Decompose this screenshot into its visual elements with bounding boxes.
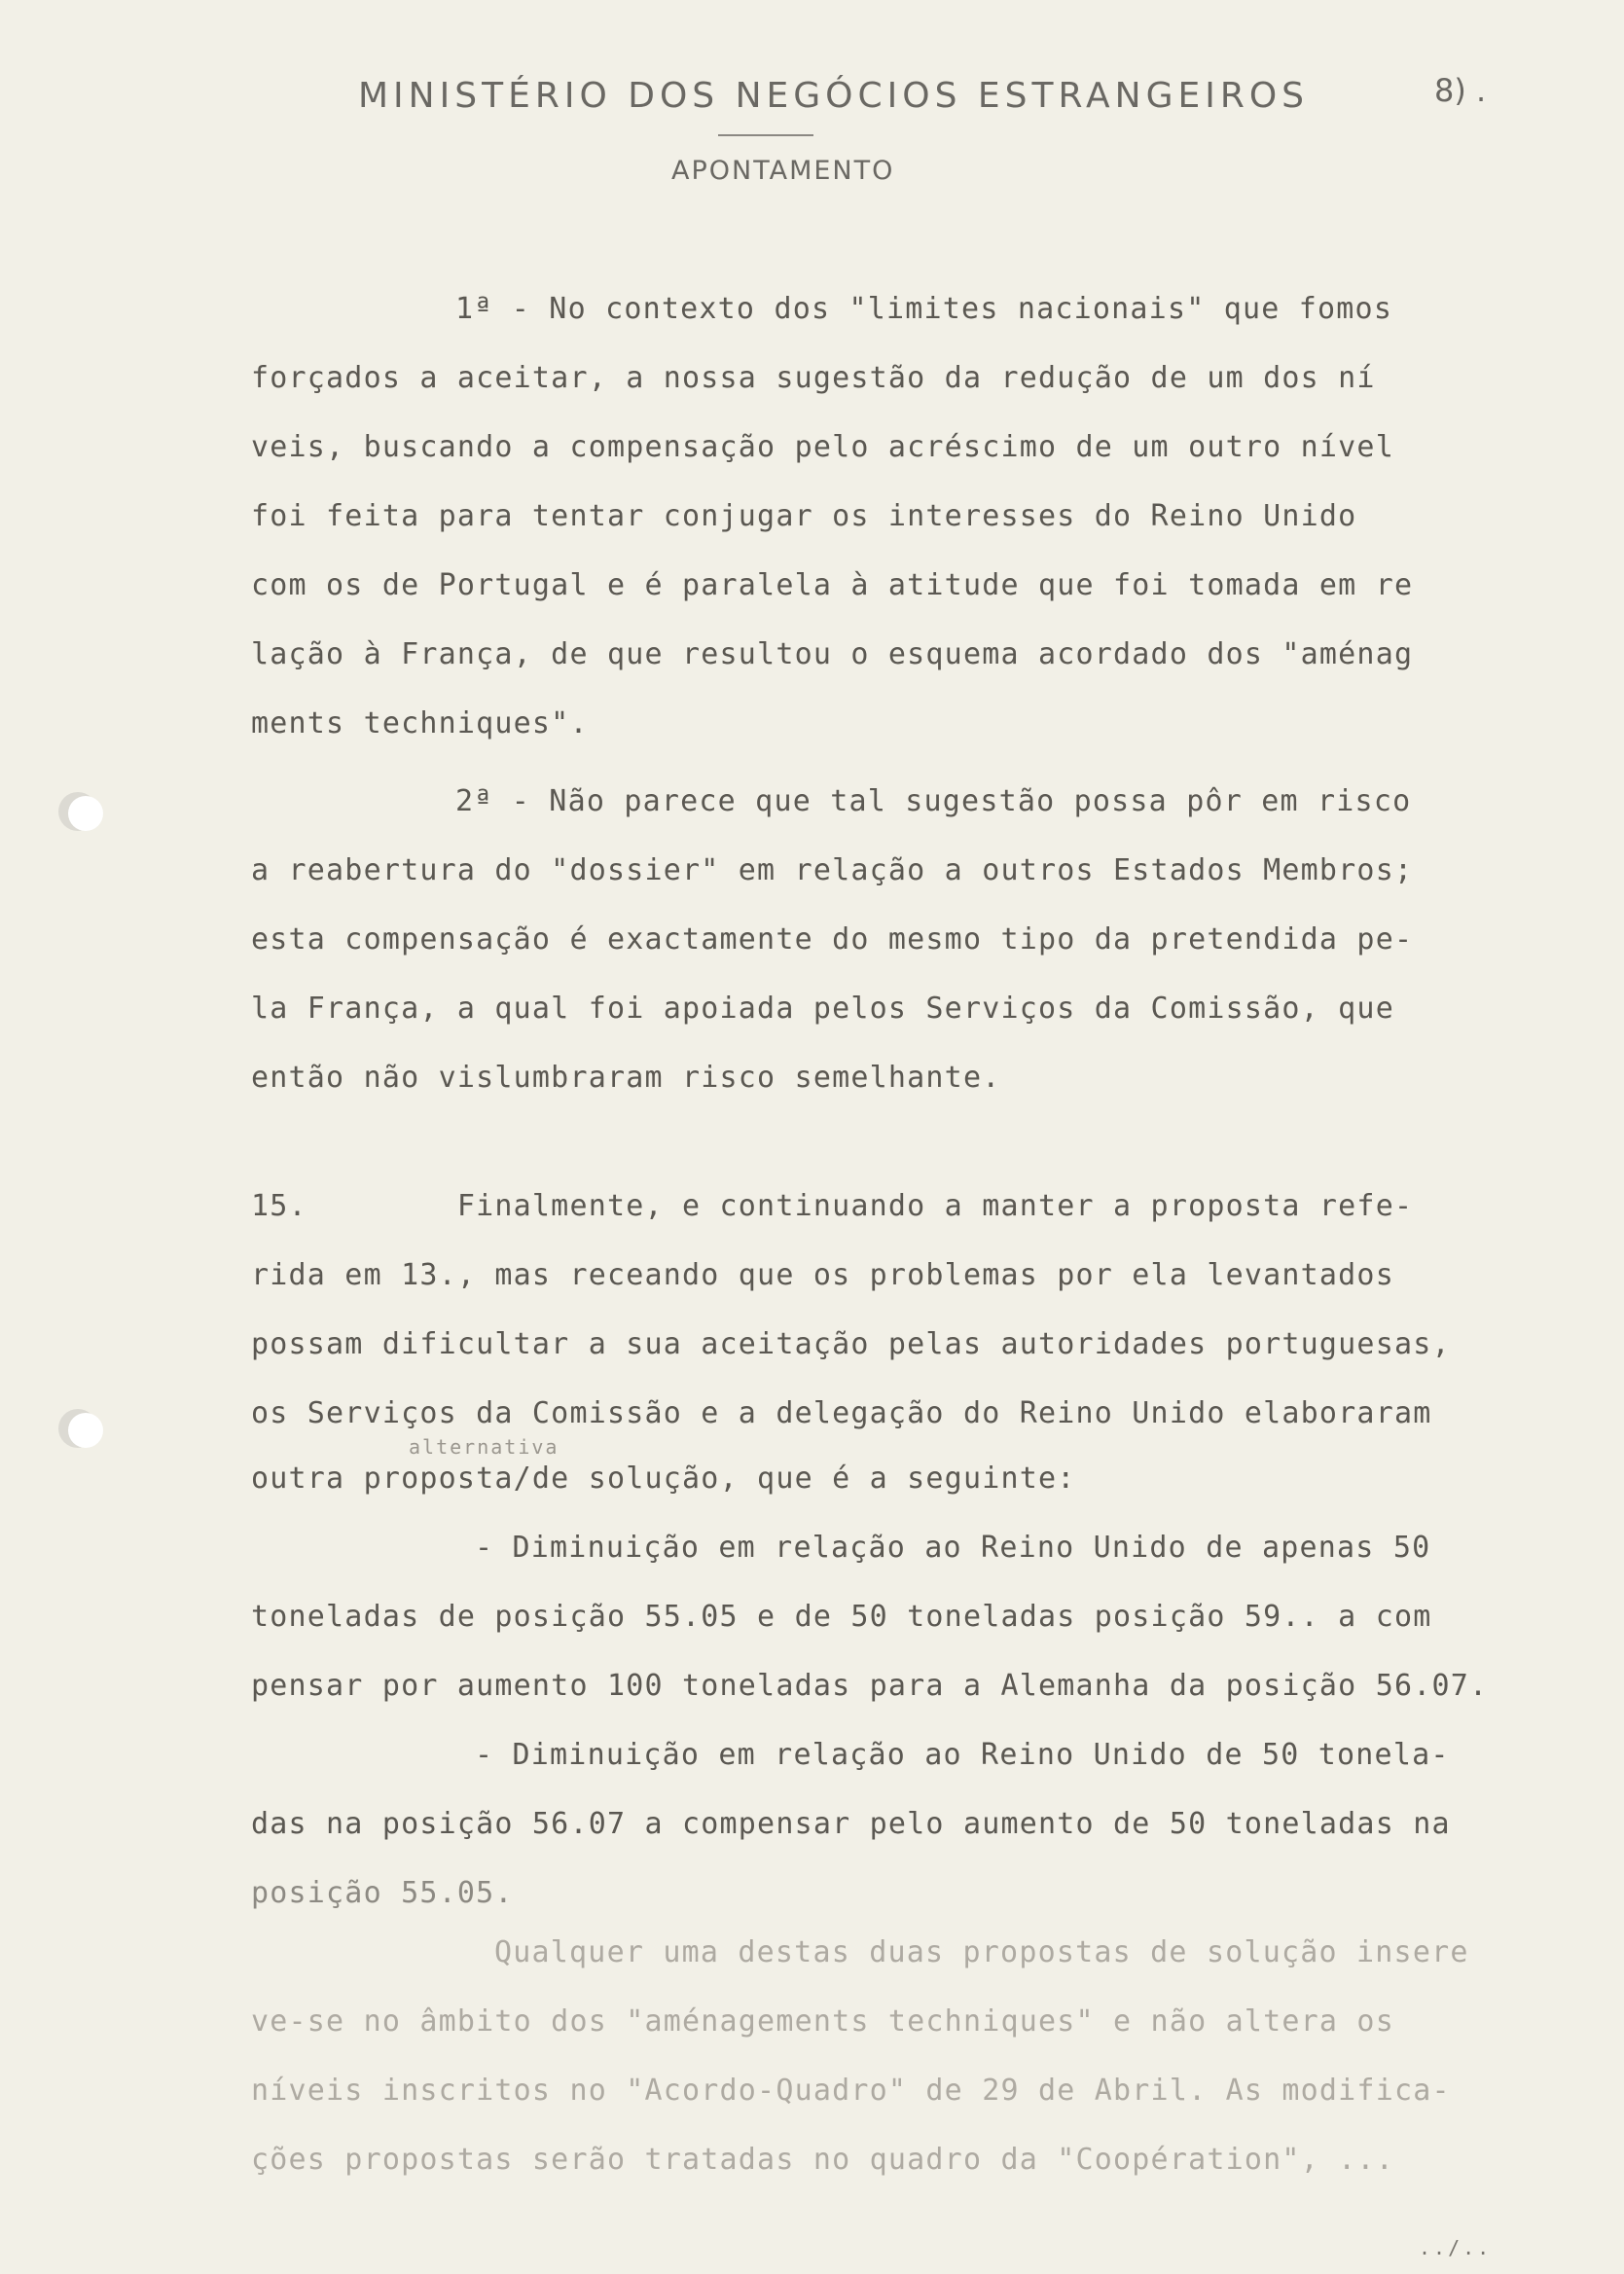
continuation-mark: ../..	[1419, 2236, 1493, 2259]
handwritten-insertion: alternativa	[409, 1435, 559, 1459]
body-line: 2ª - Não parece que tal sugestão possa pôr em risco	[455, 784, 1412, 818]
document-subtitle: APONTAMENTO	[671, 156, 895, 186]
body-line: Qualquer uma destas duas propostas de solução insere	[494, 1935, 1469, 1969]
body-line: pensar por aumento 100 toneladas para a Alemanha da posição 56.07.	[251, 1669, 1489, 1703]
body-line: níveis inscritos no "Acordo-Quadro" de 29 de Abril. As modifica-	[251, 2074, 1451, 2108]
header-divider	[718, 134, 813, 136]
body-line: ments techniques".	[251, 706, 589, 740]
body-line: posição 55.05.	[251, 1876, 514, 1910]
body-line: então não vislumbraram risco semelhante.	[251, 1061, 1001, 1095]
body-line: la França, a qual foi apoiada pelos Serviços da Comissão, que	[251, 992, 1394, 1026]
page-number: 8) .	[1434, 72, 1487, 109]
body-line: - Diminuição em relação ao Reino Unido de apenas 50	[475, 1531, 1431, 1565]
body-line: 15. Finalmente, e continuando a manter a proposta refe-	[251, 1189, 1414, 1223]
body-line: os Serviços da Comissão e a delegação do Reino Unido elaboraram	[251, 1396, 1432, 1430]
body-line: - Diminuição em relação ao Reino Unido de 50 tonela-	[475, 1738, 1450, 1772]
ministry-header: MINISTÉRIO DOS NEGÓCIOS ESTRANGEIROS	[358, 76, 1310, 116]
body-line: foi feita para tentar conjugar os interesses do Reino Unido	[251, 499, 1357, 533]
body-line: ve-se no âmbito dos "aménagements techniques" e não altera os	[251, 2004, 1394, 2039]
body-line: com os de Portugal e é paralela à atitude que foi tomada em re	[251, 568, 1414, 602]
body-line: rida em 13., mas receando que os problemas por ela levantados	[251, 1258, 1394, 1292]
body-line: a reabertura do "dossier" em relação a outros Estados Membros;	[251, 853, 1414, 887]
body-line: forçados a aceitar, a nossa sugestão da redução de um dos ní	[251, 361, 1376, 395]
body-line: lação à França, de que resultou o esquema acordado dos "aménag	[251, 637, 1414, 671]
body-line: possam dificultar a sua aceitação pelas autoridades portuguesas,	[251, 1327, 1451, 1361]
body-line: veis, buscando a compensação pelo acréscimo de um outro nível	[251, 430, 1394, 464]
body-line: ções propostas serão tratadas no quadro da "Coopération", ...	[251, 2143, 1394, 2177]
body-line: outra proposta/de solução, que é a seguinte:	[251, 1462, 1076, 1496]
body-line: 1ª - No contexto dos "limites nacionais" que fomos	[455, 292, 1393, 326]
body-line: esta compensação é exactamente do mesmo tipo da pretendida pe-	[251, 922, 1414, 957]
punch-hole	[68, 796, 103, 831]
body-line: das na posição 56.07 a compensar pelo aumento de 50 toneladas na	[251, 1807, 1451, 1841]
body-line: toneladas de posição 55.05 e de 50 toneladas posição 59.. a com	[251, 1600, 1432, 1634]
punch-hole	[68, 1413, 103, 1448]
